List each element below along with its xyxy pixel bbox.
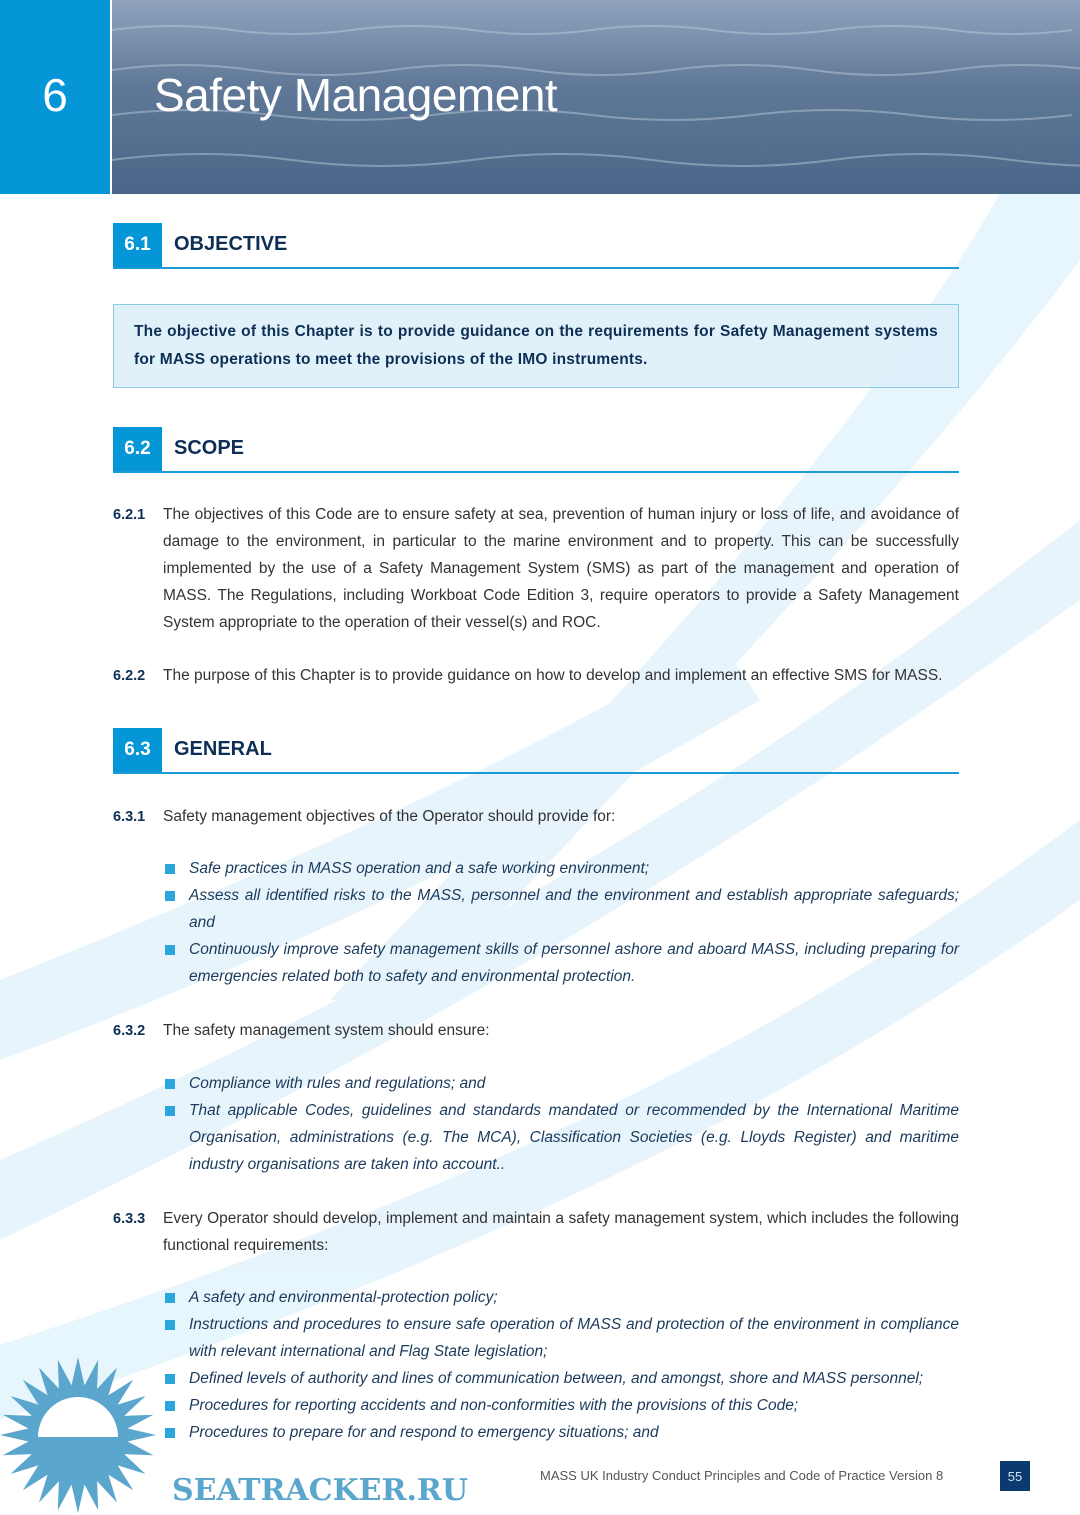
page-content [113, 223, 959, 1446]
paragraph-number: 6.3.1 [113, 809, 146, 825]
bullet-text: Compliance with rules and regulations; and [189, 1075, 486, 1092]
paragraph-text: The safety management system should ensure: [163, 1022, 490, 1039]
square-bullet-icon [165, 1293, 175, 1303]
paragraph-6-2-1 [113, 501, 959, 636]
square-bullet-icon [165, 1320, 175, 1330]
chapter-title: Safety Management [154, 69, 558, 121]
bullet-item [165, 1284, 959, 1311]
bullet-item [165, 1392, 959, 1419]
section-title: OBJECTIVE [174, 233, 288, 255]
bullet-item [165, 1097, 959, 1178]
page-number: 55 [1000, 1461, 1030, 1491]
section-number: 6.1 [113, 223, 162, 267]
bullet-text: Defined levels of authority and lines of communication between, and amongst, shore and MASS personnel; [189, 1370, 924, 1387]
square-bullet-icon [165, 1079, 175, 1089]
paragraph-text: The purpose of this Chapter is to provide guidance on how to develop and implement an effective SMS for MASS. [163, 667, 943, 684]
chapter-banner [0, 0, 1080, 194]
bullet-item [165, 855, 959, 882]
bullet-item [165, 1365, 959, 1392]
square-bullet-icon [165, 1374, 175, 1384]
section-heading-general [113, 728, 959, 774]
paragraph-6-3-3 [113, 1205, 959, 1259]
paragraph-text: The objectives of this Code are to ensure safety at sea, prevention of human injury or loss of life, and avoidance of damage to the environment, in particular to the marine environment and to property. This can be successfully implemented by the use of a Safety Management System (SMS) as part of the management and operation of MASS. The Regulations, including Workboat Code Edition 3, require operators to provide a Safety Management System appropriate to the operation of their vessel(s) and ROC. [163, 506, 959, 631]
paragraph-6-3-1 [113, 803, 959, 830]
square-bullet-icon [165, 1428, 175, 1438]
objective-box: The objective of this Chapter is to provide guidance on the requirements for Safety Management systems for MASS operations to meet the provisions of the IMO instruments. [113, 304, 959, 388]
square-bullet-icon [165, 891, 175, 901]
watermark-text: SEATRACKER.RU [172, 1473, 468, 1508]
paragraph-number: 6.3.2 [113, 1023, 146, 1039]
square-bullet-icon [165, 1106, 175, 1116]
bullet-text: That applicable Codes, guidelines and standards mandated or recommended by the International Maritime Organisation, administrations (e.g. The MCA), Classification Societies (e.g. Lloyds Register) and maritime industry organisations are taken into account.. [189, 1102, 959, 1173]
section-title: SCOPE [174, 437, 245, 459]
bullet-item [165, 882, 959, 936]
section-number: 6.3 [113, 728, 162, 772]
square-bullet-icon [165, 1401, 175, 1411]
section-heading-objective [113, 223, 959, 269]
paragraph-6-2-2 [113, 662, 959, 689]
bullet-item [165, 1311, 959, 1365]
bullet-text: Procedures for reporting accidents and non-conformities with the provisions of this Code; [189, 1397, 799, 1414]
paragraph-number: 6.2.2 [113, 668, 146, 684]
bullet-item [165, 1070, 959, 1097]
paragraph-number: 6.3.3 [113, 1211, 146, 1227]
section-heading-scope [113, 427, 959, 473]
bullet-text: Safe practices in MASS operation and a safe working environment; [189, 860, 650, 877]
section-title: GENERAL [174, 738, 272, 760]
bullet-text: Continuously improve safety management skills of personnel ashore and aboard MASS, including preparing for emergencies related both to safety and environmental protection. [189, 941, 959, 985]
paragraph-text: Every Operator should develop, implement and maintain a safety management system, which includes the following functional requirements: [163, 1210, 959, 1254]
bullet-text: A safety and environmental-protection policy; [189, 1289, 498, 1306]
bullet-text: Instructions and procedures to ensure safe operation of MASS and protection of the environment in compliance with relevant international and Flag State legislation; [189, 1316, 959, 1360]
bullet-item [165, 936, 959, 990]
bullet-item [165, 1419, 959, 1446]
paragraph-6-3-2 [113, 1017, 959, 1044]
paragraph-text: Safety management objectives of the Operator should provide for: [163, 808, 616, 825]
section-number: 6.2 [113, 427, 162, 471]
square-bullet-icon [165, 945, 175, 955]
bullet-text: Assess all identified risks to the MASS, personnel and the environment and establish appropriate safeguards; and [189, 887, 959, 931]
footer-text: MASS UK Industry Conduct Principles and Code of Practice Version 8 [540, 1468, 944, 1483]
chapter-number: 6 [0, 0, 110, 194]
square-bullet-icon [165, 864, 175, 874]
paragraph-number: 6.2.1 [113, 507, 146, 523]
bullet-text: Procedures to prepare for and respond to emergency situations; and [189, 1424, 659, 1441]
